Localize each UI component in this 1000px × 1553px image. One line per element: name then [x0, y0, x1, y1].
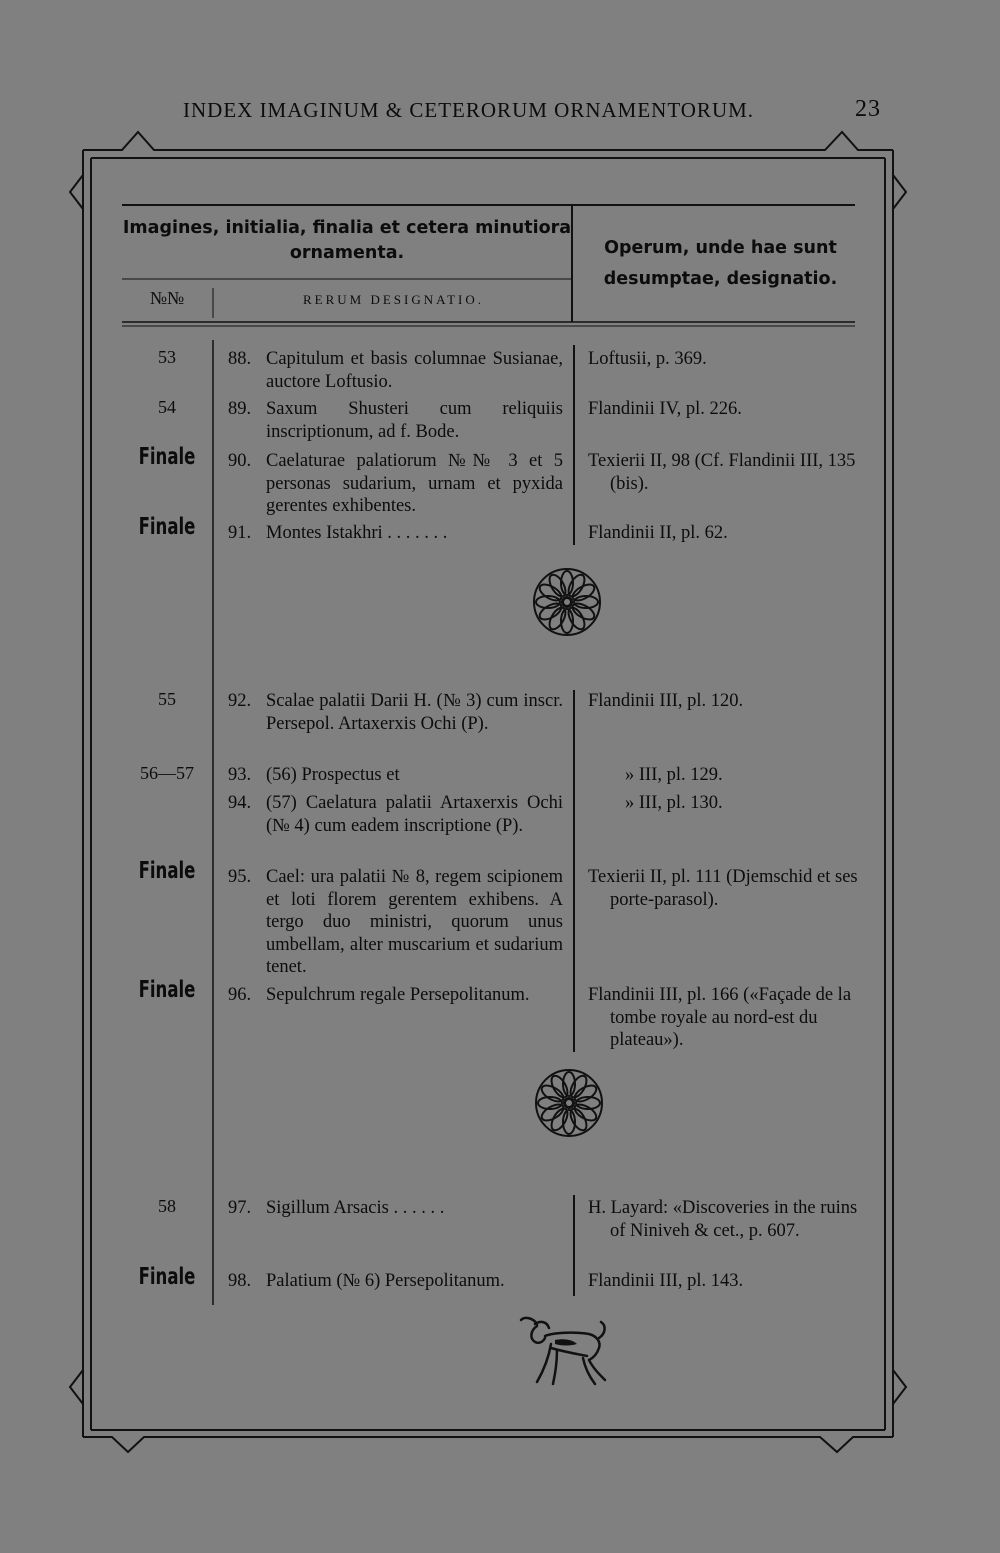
- table-row: [228, 984, 563, 1007]
- row-label: Finale: [138, 977, 196, 1003]
- entry-description: Caelaturae palatiorum №№ 3 et 5 personas sudarium, urnam et pyxida gerentes exhibentes.: [266, 451, 563, 516]
- column-header-rerum: RERUM DESIGNATIO.: [303, 292, 484, 307]
- entry-number: 98.: [228, 1271, 252, 1291]
- column-header-imagines: Imagines, initialia, finalia et cetera minutiora ornamenta.: [122, 218, 572, 263]
- row-label: Finale: [138, 514, 196, 540]
- page-number: 23: [855, 96, 881, 122]
- source-cell: Flandinii III, pl. 143.: [588, 1271, 744, 1291]
- entry-description: (56) Prospectus et: [266, 765, 400, 785]
- entry-number: 97.: [228, 1198, 252, 1218]
- table-row: [228, 764, 563, 787]
- rosette-ornament: [534, 1068, 604, 1138]
- source-text: Texierii II, 98 (Cf. Flandinii III, 135 (bis).: [588, 451, 856, 494]
- entry-number: 89.: [228, 399, 252, 419]
- table-row: [228, 450, 563, 518]
- entry-number: 96.: [228, 985, 252, 1005]
- entry-description: Scalae palatii Darii H. (№ 3) cum inscr. Persepol. Artaxerxis Ochi (P).: [266, 691, 563, 734]
- row-label: 55: [158, 689, 176, 709]
- entry-description: Sepulchrum regale Persepolitanum.: [266, 985, 530, 1005]
- rosette-ornament: [532, 567, 602, 637]
- source-text: H. Layard: «Discoveries in the ruins of Niniveh & cet., p. 607.: [588, 1198, 858, 1241]
- table-row: [228, 522, 563, 545]
- page-title: INDEX IMAGINUM & CETERORUM ORNAMENTORUM.: [183, 98, 755, 122]
- entry-description: Sigillum Arsacis . . . . . .: [266, 1198, 445, 1218]
- bull-ornament: [515, 1312, 613, 1390]
- table-row: [228, 348, 563, 393]
- table-row: [228, 398, 563, 443]
- row-label: 54: [158, 397, 176, 417]
- entry-number: 92.: [228, 691, 252, 711]
- source-cell: » III, pl. 130.: [625, 793, 723, 813]
- source-cell: Loftusii, p. 369.: [588, 349, 707, 369]
- source-cell: Flandinii III, pl. 120.: [588, 691, 744, 711]
- row-label: 56—57: [140, 763, 194, 783]
- row-label: Finale: [138, 1264, 196, 1290]
- table-row: [228, 866, 563, 979]
- source-text: Flandinii III, pl. 166 («Façade de la tombe royale au nord-est du plateau»).: [588, 985, 852, 1050]
- column-header-numbers: №№: [149, 288, 185, 308]
- source-text: Texierii II, pl. 111 (Djemschid et ses porte-parasol).: [588, 867, 858, 910]
- source-cell: » III, pl. 129.: [625, 765, 723, 785]
- table-row: [228, 792, 563, 837]
- source-cell: Flandinii IV, pl. 226.: [588, 399, 742, 419]
- entry-description: Palatium (№ 6) Persepolitanum.: [266, 1271, 505, 1291]
- entry-number: 94.: [228, 793, 252, 813]
- source-cell: [588, 450, 858, 495]
- entry-description: Capitulum et basis columnae Susianae, auctore Loftusio.: [266, 349, 563, 392]
- source-cell: Flandinii II, pl. 62.: [588, 523, 728, 543]
- source-cell: [588, 1197, 858, 1242]
- entry-number: 95.: [228, 867, 252, 887]
- entry-number: 91.: [228, 523, 252, 543]
- row-label: 53: [158, 347, 176, 367]
- entry-description: Montes Istakhri . . . . . . .: [266, 523, 448, 543]
- column-header-operum: Operum, unde hae sunt desumptae, designatio.: [603, 238, 838, 289]
- table-row: [228, 1197, 563, 1220]
- table-row: [228, 690, 563, 735]
- entry-number: 88.: [228, 349, 252, 369]
- row-label: Finale: [138, 444, 196, 470]
- source-cell: [588, 866, 858, 911]
- table-row: [228, 1270, 563, 1293]
- entry-description: (57) Caelatura palatii Artaxerxis Ochi (№ 4) cum eadem inscriptione (P).: [266, 793, 563, 836]
- entry-description: Saxum Shusteri cum reliquiis inscriptionum, ad f. Bode.: [266, 399, 563, 442]
- source-cell: [588, 984, 858, 1052]
- row-label: Finale: [138, 858, 196, 884]
- entry-description: Cael: ura palatii № 8, regem scipionem et loti florem gerentem exhibens. A tergo duo ministri, quorum unus umbellam, alter muscarium et sudarium tenet.: [266, 867, 563, 977]
- entry-number: 90.: [228, 451, 252, 471]
- row-label: 58: [158, 1196, 176, 1216]
- entry-number: 93.: [228, 765, 252, 785]
